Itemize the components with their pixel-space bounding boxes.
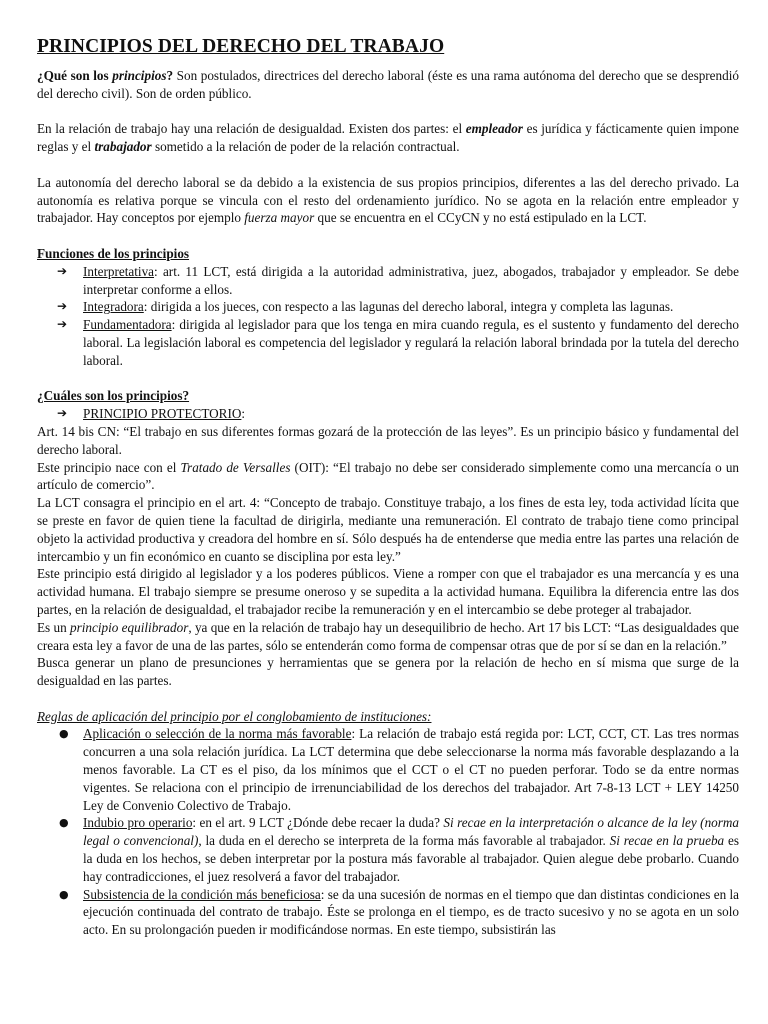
protectorio-p6: Busca generar un plano de presunciones y herramientas que se genera por la relación de hecho en sí misma que surge de la desigualdad en las partes. xyxy=(37,655,739,689)
document-body xyxy=(37,36,739,939)
arrow-bullet-icon: ➔ xyxy=(57,317,68,332)
spacer xyxy=(37,227,739,245)
protectorio-p3: La LCT consagra el principio en el art. 4: “Concepto de trabajo. Constituye trabajo, a los fines de esta ley, toda actividad lícita que se preste en favor de quien tiene la facultad de dirigirla, mediante una remuneración. El contrato de trabajo tiene como principal objeto la actividad productiva y creadora del hombre en sí. Sólo después ha de entenderse que media entre las partes una relación de intercambio y un fin económico en cuanto se disciplina por esta ley.” xyxy=(37,495,739,564)
cuales-heading: ¿Cuáles son los principios? xyxy=(37,388,190,404)
arrow-bullet-icon: ➔ xyxy=(57,406,68,421)
list-item: ● Subsistencia de la condición más beneficiosa: se da una sucesión de normas en el tiempo que dan distintas condiciones en la ejecución continuada del contrato de trabajo. Éste se prolonga en el tiempo, es de tracto sucesivo y no se agota en un solo acto. En su prolongación pueden ir modificándose normas. En este tiempo, subsistirán las xyxy=(59,886,739,938)
list-item: ● Aplicación o selección de la norma más favorable: La relación de trabajo está regida por: LCT, CCT, CT. Las tres normas concurren a una sola relación jurídica. La LCT determina que debe seleccionarse la norma más favorable desplazando a la menos favorable. La CT es el piso, da los mínimos que el CCT o el CT no pueden perforar. Todo se da entre normas vigentes. Se relaciona con el principio de irrenunciabilidad de los derechos del trabajador. Art 7-8-13 LCT + LEY 14250 Ley de Convenio Colectivo de Trabajo. xyxy=(59,726,739,813)
funciones-heading: Funciones de los principios xyxy=(37,245,190,261)
arrow-bullet-icon: ➔ xyxy=(57,263,68,278)
intro-paragraph: ¿Qué son los principios? Son postulados, directrices del derecho laboral (éste es una rama autónoma del derecho que se desprendió del derecho civil). Son de orden público. xyxy=(37,68,739,101)
spacer xyxy=(37,690,739,708)
term-trabajador: trabajador xyxy=(94,139,152,155)
protectorio-p2: Este principio nace con el Tratado de Versalles (OIT): “El trabajo no debe ser considerado simplemente como una mercancía o un artículo de comercio”. xyxy=(37,459,740,493)
protectorio-p1: Art. 14 bis CN: “El trabajo en sus diferentes formas gozará de la protección de las leyes”. Es un principio básico y fundamental del derecho laboral. xyxy=(37,423,739,457)
spacer xyxy=(37,156,739,174)
protectorio-p4: Este principio está dirigido al legislador y a los poderes públicos. Viene a romper con que el trabajador es una mercancía y es una actividad humana. El trabajo siempre se presume oneroso y se supedita a la actividad humana. Equilibra la diferencia entre las dos partes, en la relación de desigualdad, el trabajador recibe la remuneración y en el intercambio se debe proteger al trabajador. xyxy=(37,566,739,617)
bullet-icon: ● xyxy=(59,727,69,741)
list-item: ➔ PRINCIPIO PROTECTORIO: xyxy=(57,406,246,422)
reglas-list xyxy=(37,725,739,939)
bullet-icon: ● xyxy=(59,816,69,830)
list-item: ➔ Fundamentadora: dirigida al legislador para que los tenga en mira cuando regula, es el sustento y fundamento del derecho laboral. La legislación laboral es competencia del legislador y regulará la relación laboral brindada por la tutela del derecho laboral. xyxy=(57,317,739,368)
list-item: ➔ Interpretativa: art. 11 LCT, está dirigida a la autoridad administrativa, juez, abogados, trabajador y empleador. Se debe interpretar conforme a ellos. xyxy=(57,263,739,297)
list-item: ● Indubio pro operario: en el art. 9 LCT ¿Dónde debe recaer la duda? Si recae en la interpretación o alcance de la ley (norma legal o convencional), la duda en el derecho se interpreta de la forma más favorable al trabajador. Si recae en la prueba es la duda en los hechos, se deben interpretar por la postura más favorable al trabajador. Quien alegue debe probarlo. Cuando hay contradicciones, el juez resolverá a favor del trabajador. xyxy=(59,815,740,884)
arrow-bullet-icon: ➔ xyxy=(57,299,68,314)
list-item: ➔ Integradora: dirigida a los jueces, con respecto a las lagunas del derecho laboral, integra y completa las lagunas. xyxy=(57,299,674,315)
funciones-list xyxy=(37,263,739,370)
autonomia-paragraph: La autonomía del derecho laboral se da debido a la existencia de sus propios principios, diferentes a las del derecho privado. La autonomía es relativa porque se vincula con el resto del ordenamiento jurídico. No se agota en la relación entre empleador y trabajador. Hay conceptos por ejemplo fuerza mayor que se encuentra en el CCyCN y no está estipulado en la LCT. xyxy=(37,174,739,226)
cuales-list xyxy=(37,405,739,423)
protectorio-p5: Es un principio equilibrador, ya que en la relación de trabajo hay un desequilibrio de hecho. Art 17 bis LCT: “Las desigualdades que creara esta ley a favor de una de las partes, sólo se entenderán como forma de compensar otras que de por sí se dan en la relación.” xyxy=(37,619,740,653)
bullet-icon: ● xyxy=(59,887,69,901)
spacer xyxy=(37,370,739,388)
spacer xyxy=(37,103,739,121)
relacion-paragraph: En la relación de trabajo hay una relación de desigualdad. Existen dos partes: el empleador es jurídica y fácticamente quien impone reglas y el trabajador sometido a la relación de poder de la relación contractual. xyxy=(37,121,739,155)
reglas-heading: Reglas de aplicación del principio por el conglobamiento de instituciones: xyxy=(37,708,432,724)
term-empleador: empleador xyxy=(465,121,523,137)
page-title: PRINCIPIOS DEL DERECHO DEL TRABAJO xyxy=(37,36,445,57)
intro-question: ¿Qué son los principios? xyxy=(37,68,174,83)
